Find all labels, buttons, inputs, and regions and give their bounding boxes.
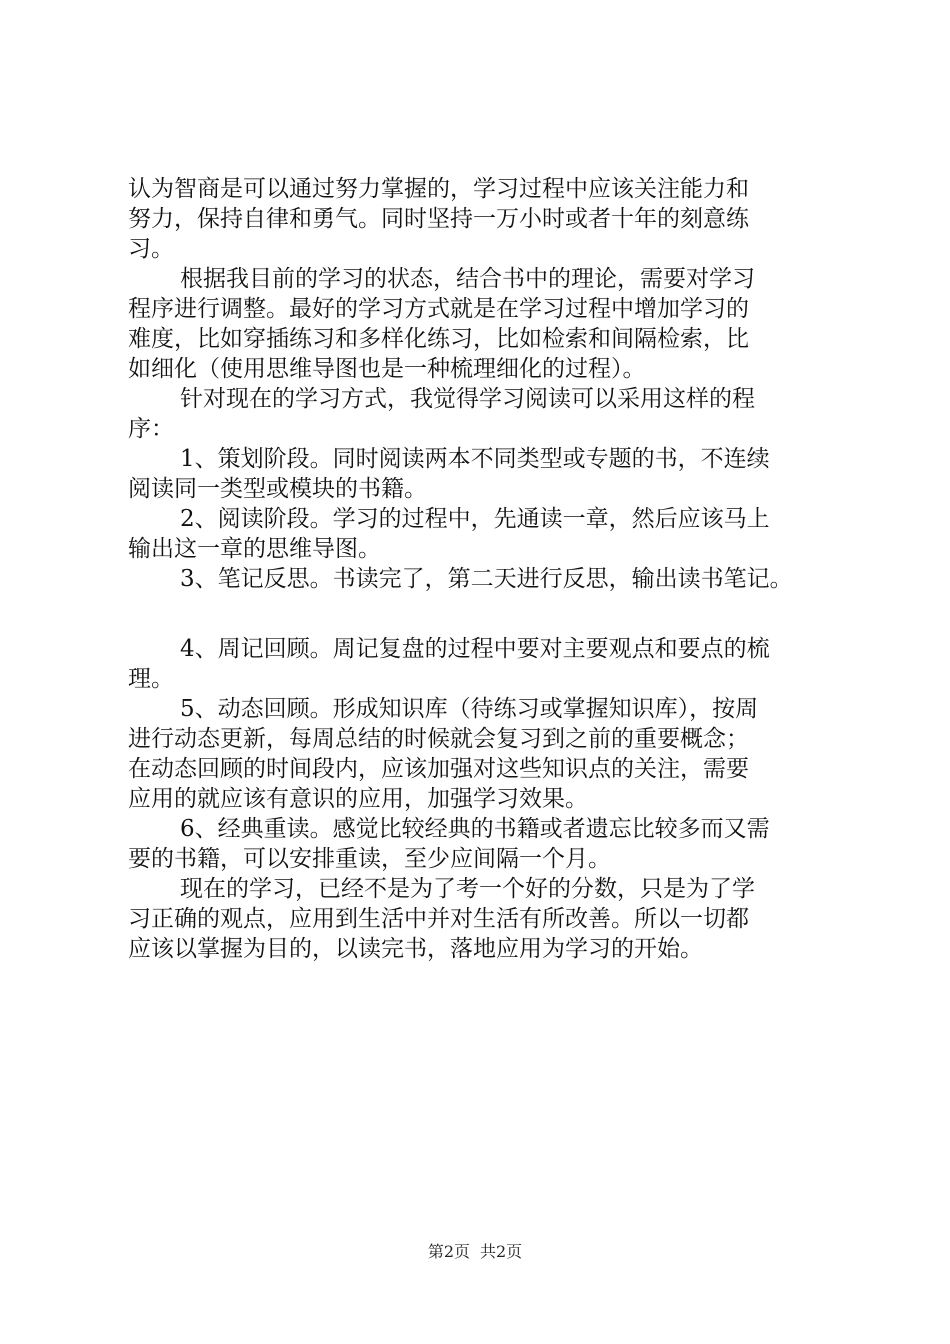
text-line: 阅读同一类型或模块的书籍。 [128,476,427,502]
text-line: 难度，比如穿插练习和多样化练习，比如检索和间隔检索，比 [128,326,749,352]
page-number: 第2页 [427,1242,470,1261]
text-line: 进行动态更新，每周总结的时候就会复习到之前的重要概念； [128,726,749,752]
text-line: 应该以掌握为目的，以读完书，落地应用为学习的开始。 [128,936,703,962]
text-line: 认为智商是可以通过努力掌握的，学习过程中应该关注能力和 [128,176,749,202]
text-line: 努力，保持自律和勇气。同时坚持一万小时或者十年的刻意练 [128,206,749,232]
list-item-1-line: 1、策划阶段。同时阅读两本不同类型或专题的书，不连续 [180,446,770,472]
text-line: 在动态回顾的时间段内，应该加强对这些知识点的关注，需要 [128,756,749,782]
text-line: 习。 [128,236,174,262]
text-line: 要的书籍，可以安排重读，至少应间隔一个月。 [128,846,611,872]
text-line: 序： [128,416,174,442]
text-line: 理。 [128,666,174,692]
list-item-4-line: 4、周记回顾。周记复盘的过程中要对主要观点和要点的梳 [180,636,770,662]
text-line: 程序进行调整。最好的学习方式就是在学习过程中增加学习的 [128,296,749,322]
paragraph-start-line: 根据我目前的学习的状态，结合书中的理论，需要对学习 [180,266,755,292]
list-item-6-line: 6、经典重读。感觉比较经典的书籍或者遗忘比较多而又需 [180,816,770,842]
page-footer [0,1242,950,1262]
text-line: 习正确的观点，应用到生活中并对生活有所改善。所以一切都 [128,906,749,932]
text-line: 输出这一章的思维导图。 [128,536,381,562]
list-item-3-line: 3、笔记反思。书读完了，第二天进行反思，输出读书笔记。 [180,566,793,592]
page-total: 共2页 [480,1242,523,1261]
paragraph-start-line: 现在的学习，已经不是为了考一个好的分数，只是为了学 [180,876,755,902]
list-item-2-line: 2、阅读阶段。学习的过程中，先通读一章，然后应该马上 [180,506,770,532]
text-line: 如细化（使用思维导图也是一种梳理细化的过程）。 [128,356,646,382]
paragraph-start-line: 针对现在的学习方式，我觉得学习阅读可以采用这样的程 [180,386,755,412]
list-item-5-line: 5、动态回顾。形成知识库（待练习或掌握知识库），按周 [180,696,759,722]
text-line: 应用的就应该有意识的应用，加强学习效果。 [128,786,588,812]
